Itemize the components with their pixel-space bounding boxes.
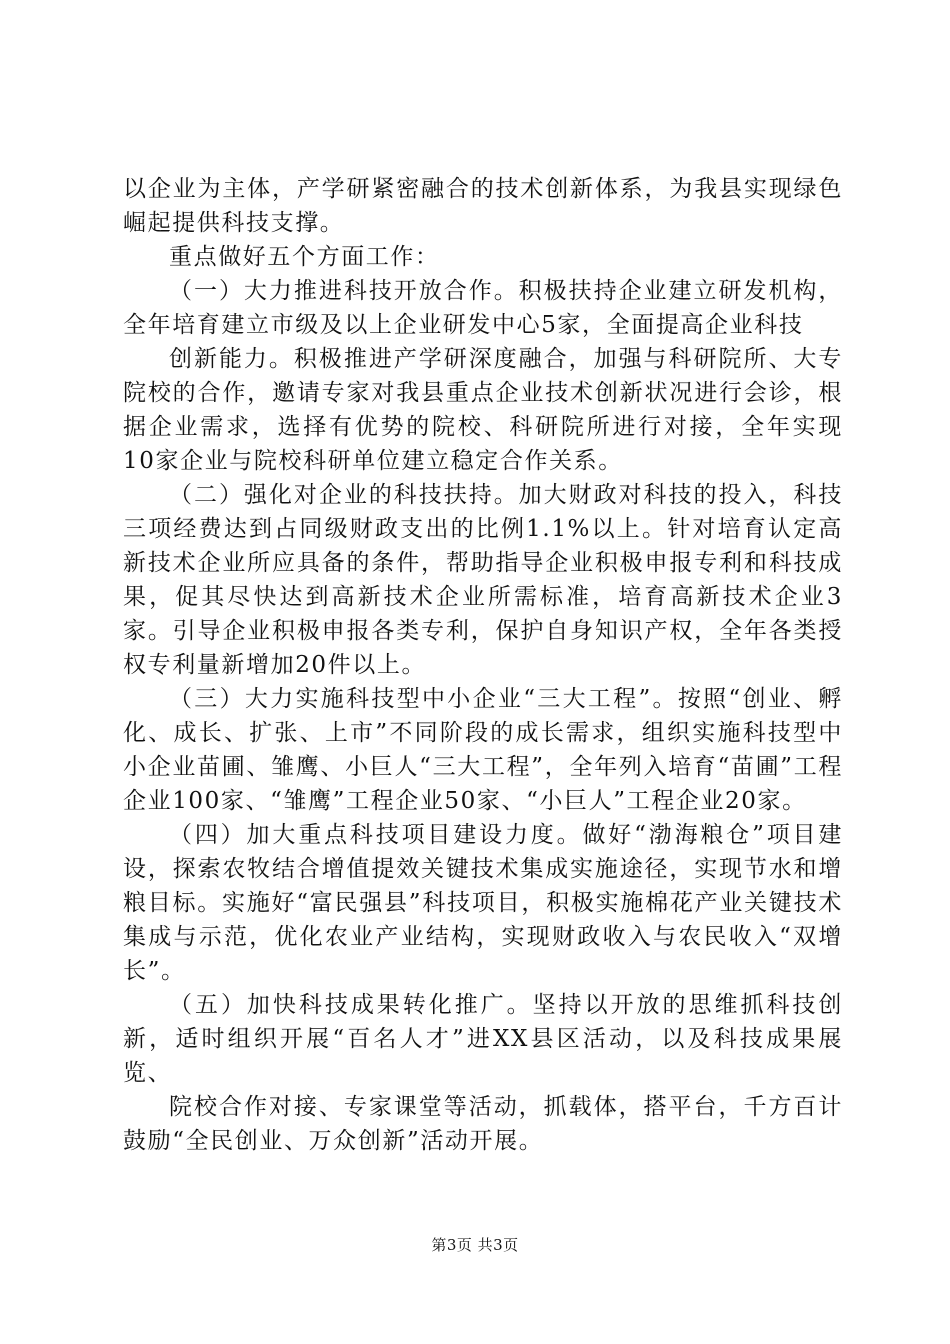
paragraph-task-5: （五）加快科技成果转化推广。坚持以开放的思维抓科技创新，适时组织开展“百名人才”进XX县区活动，以及科技成果展览、	[123, 992, 843, 1086]
paragraph-task-3: （三）大力实施科技型中小企业“三大工程”。按照“创业、孵化、成长、扩张、上市”不同阶段的成长需求，组织实施科技型中小企业苗圃、雏鹰、小巨人“三大工程”，全年列入培育“苗圃”工程企业100家、“雏鹰”工程企业50家、“小巨人”工程企业20家。	[123, 686, 843, 814]
paragraph-intro-continuation: 以企业为主体，产学研紧密融合的技术创新体系，为我县实现绿色崛起提供科技支撑。	[123, 176, 843, 236]
paragraph-task-4: （四）加大重点科技项目建设力度。做好“渤海粮仓”项目建设，探索农牧结合增值提效关键技术集成实施途径，实现节水和增粮目标。实施好“富民强县”科技项目，积极实施棉花产业关键技术集成与示范，优化农业产业结构，实现财政收入与农民收入“双增长”。	[123, 822, 843, 984]
paragraph-five-tasks-heading: 重点做好五个方面工作：	[169, 244, 440, 270]
document-body	[123, 172, 843, 1158]
paragraph-task-5-continued: 院校合作对接、专家课堂等活动，抓载体，搭平台，千方百计鼓励“全民创业、万众创新”活动开展。	[123, 1094, 843, 1154]
paragraph-task-1-continued: 创新能力。积极推进产学研深度融合，加强与科研院所、大专院校的合作，邀请专家对我县重点企业技术创新状况进行会诊，根据企业需求，选择有优势的院校、科研院所进行对接，全年实现10家企业与院校科研单位建立稳定合作关系。	[123, 346, 843, 474]
paragraph-task-1: （一）大力推进科技开放合作。积极扶持企业建立研发机构，全年培育建立市级及以上企业研发中心5家，全面提高企业科技	[123, 278, 843, 338]
page-number-footer: 第3页 共3页	[431, 1236, 519, 1254]
paragraph-task-2: （二）强化对企业的科技扶持。加大财政对科技的投入，科技三项经费达到占同级财政支出的比例1.1%以上。针对培育认定高新技术企业所应具备的条件，帮助指导企业积极申报专利和科技成果，促其尽快达到高新技术企业所需标准，培育高新技术企业3家。引导企业积极申报各类专利，保护自身知识产权，全年各类授权专利量新增加20件以上。	[123, 482, 843, 678]
